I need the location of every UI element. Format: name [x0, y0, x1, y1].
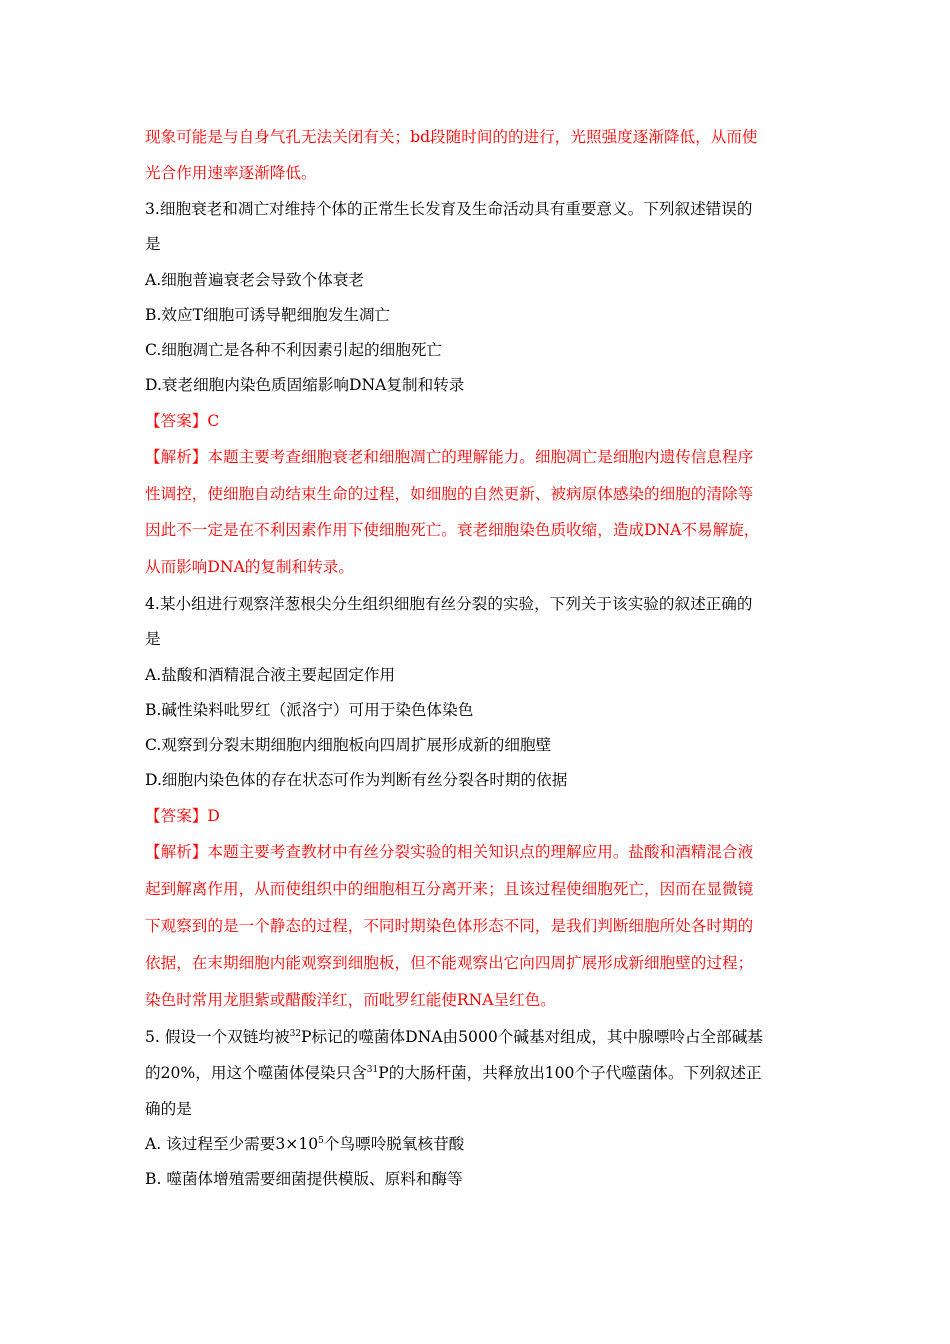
q4-analysis-line-4: 依据，在末期细胞内能观察到细胞板，但不能观察出它向四周扩展形成新细胞壁的过程； — [145, 954, 754, 972]
q3-analysis-line-2: 性调控，使细胞自动结束生命的过程，如细胞的自然更新、被病原体感染的细胞的清除等 — [145, 485, 754, 503]
q5-option-a — [145, 1134, 464, 1154]
q4-option-a: A.盐酸和酒精混合液主要起固定作用 — [145, 666, 396, 684]
q5-stem-1-superscript: 32 — [289, 1028, 302, 1039]
q5-option-a-superscript: 5 — [318, 1135, 324, 1146]
q4-stem-line-2: 是 — [145, 630, 161, 648]
q2-analysis-line-1: 现象可能是与自身气孔无法关闭有关；bd段随时间的的进行，光照强度逐渐降低，从而使 — [145, 128, 758, 146]
q4-analysis-line-5: 染色时常用龙胆紫或醋酸洋红，而吡罗红能使RNA呈红色。 — [145, 991, 556, 1009]
q4-analysis-line-2: 起到解离作用，从而使组织中的细胞相互分离开来；且该过程使细胞死亡，因而在显微镜 — [145, 880, 754, 898]
q5-stem-2-part-b: P的大肠杆菌，共释放出100个子代噬菌体。下列叙述正 — [378, 1064, 762, 1082]
q3-analysis-line-3: 因此不一定是在不利因素作用下使细胞死亡。衰老细胞染色质收缩，造成DNA不易解旋， — [145, 521, 760, 539]
q4-answer: 【答案】D — [145, 807, 220, 825]
q3-answer: 【答案】C — [145, 412, 220, 430]
q4-option-b: B.碱性染料吡罗红（派洛宁）可用于染色体染色 — [145, 701, 474, 719]
q4-analysis-line-3: 下观察到的是一个静态的过程，不同时期染色体形态不同，是我们判断细胞所处各时期的 — [145, 917, 754, 935]
q5-option-a-part-b: 个鸟嘌呤脱氧核苷酸 — [323, 1135, 465, 1153]
q5-option-b: B. 噬菌体增殖需要细菌提供模版、原料和酶等 — [145, 1170, 463, 1188]
q3-option-d: D.衰老细胞内染色质固缩影响DNA复制和转录 — [145, 376, 465, 394]
q5-stem-line-1 — [145, 1027, 763, 1047]
q3-option-b: B.效应T细胞可诱导靶细胞发生凋亡 — [145, 306, 391, 324]
q3-option-a: A.细胞普遍衰老会导致个体衰老 — [145, 271, 364, 289]
q5-option-a-part-a: A. 该过程至少需要3×10 — [145, 1135, 319, 1153]
q3-stem-line-1: 3.细胞衰老和凋亡对维持个体的正常生长发育及生命活动具有重要意义。下列叙述错误的 — [145, 200, 753, 218]
q4-option-c: C.观察到分裂末期细胞内细胞板向四周扩展形成新的细胞壁 — [145, 736, 552, 754]
q3-analysis-line-1: 【解析】本题主要考查细胞衰老和细胞凋亡的理解能力。细胞凋亡是细胞内遗传信息程序 — [145, 448, 754, 466]
q4-stem-line-1: 4.某小组进行观察洋葱根尖分生组织细胞有丝分裂的实验，下列关于该实验的叙述正确的 — [145, 595, 753, 613]
q5-stem-line-3: 确的是 — [145, 1100, 192, 1118]
q3-analysis-line-4: 从而影响DNA的复制和转录。 — [145, 558, 354, 576]
q5-stem-line-2 — [145, 1063, 762, 1083]
q5-stem-2-superscript: 31 — [366, 1064, 379, 1075]
q2-analysis-line-2: 光合作用速率逐渐降低。 — [145, 164, 317, 182]
q5-stem-2-part-a: 的20%，用这个噬菌体侵染只含 — [145, 1064, 367, 1082]
q3-option-c: C.细胞凋亡是各种不利因素引起的细胞死亡 — [145, 341, 443, 359]
q5-stem-1-part-b: P标记的噬菌体DNA由5000个碱基对组成，其中腺嘌呤占全部碱基 — [301, 1028, 763, 1046]
q4-analysis-line-1: 【解析】本题主要考查教材中有丝分裂实验的相关知识点的理解应用。盐酸和酒精混合液 — [145, 843, 754, 861]
q4-option-d: D.细胞内染色体的存在状态可作为判断有丝分裂各时期的依据 — [145, 771, 568, 789]
q5-stem-1-part-a: 5. 假设一个双链均被 — [145, 1028, 290, 1046]
q3-stem-line-2: 是 — [145, 235, 161, 253]
